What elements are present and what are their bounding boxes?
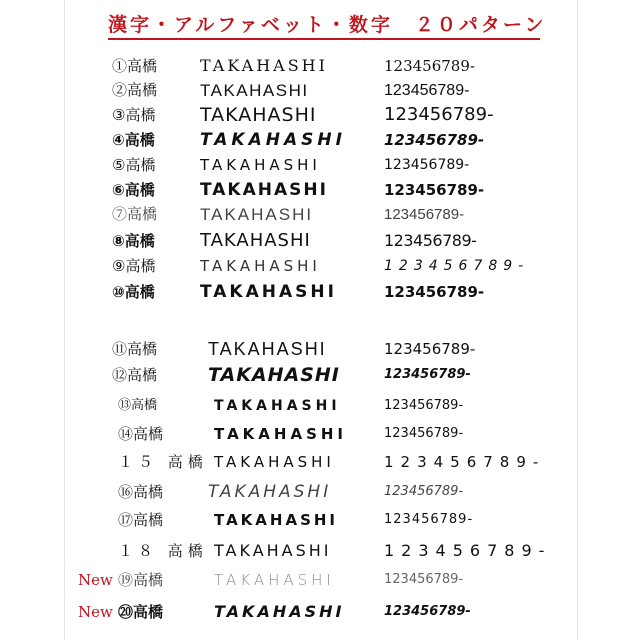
alphabet-sample: TAKAHASHI	[208, 482, 332, 502]
new-badge	[78, 449, 116, 475]
alphabet-sample: TAKAHASHI	[200, 230, 311, 251]
sample-row-2	[0, 78, 640, 104]
sample-row-4	[0, 127, 640, 153]
alphabet-sample: TAKAHASHI	[200, 282, 337, 302]
number-sample: 123456789-	[384, 572, 464, 587]
sample-row-20	[0, 599, 640, 625]
number-sample: 123456789-	[384, 340, 476, 358]
sample-row-9	[0, 253, 640, 279]
alphabet-sample: TAKAHASHI	[214, 571, 335, 589]
new-badge	[78, 253, 116, 279]
number-sample: 123456789-	[384, 512, 474, 527]
sample-row-15	[0, 449, 640, 475]
alphabet-sample: TAKAHASHI	[208, 339, 327, 359]
number-sample: 123456789-	[384, 541, 552, 560]
number-sample: 123456789-	[384, 57, 475, 75]
title-underline	[108, 38, 540, 40]
alphabet-sample: TAKAHASHI	[200, 156, 321, 174]
kanji-sample: ⑳高橋	[118, 603, 164, 621]
kanji-sample: ⑥高橋	[112, 181, 155, 199]
number-sample: 123456789-	[384, 484, 464, 499]
sample-row-16	[0, 479, 640, 505]
alphabet-sample: TAKAHASHI	[214, 511, 339, 529]
alphabet-sample: TAKAHASHI	[214, 398, 341, 414]
kanji-sample: ⑬高橋	[118, 398, 158, 413]
kanji-sample: ⑯高橋	[118, 483, 164, 501]
new-badge	[78, 53, 116, 79]
alphabet-sample: TAKAHASHI	[208, 364, 340, 386]
new-badge	[78, 228, 116, 254]
number-sample: 123456789-	[384, 181, 485, 199]
new-badge	[78, 279, 116, 305]
kanji-sample: ⑪高橋	[112, 340, 158, 358]
new-badge	[78, 202, 116, 228]
sample-row-12	[0, 362, 640, 388]
sample-row-6	[0, 177, 640, 203]
page-title: 漢字・アルファベット・数字 ２０パターン	[108, 14, 547, 36]
kanji-sample: ⑤高橋	[112, 156, 156, 174]
sample-row-8	[0, 228, 640, 254]
alphabet-sample: TAKAHASHI	[214, 602, 345, 621]
sample-row-19	[0, 567, 640, 593]
kanji-sample: ③高橋	[112, 106, 156, 124]
sample-row-18	[0, 538, 640, 564]
sample-row-3	[0, 102, 640, 128]
kanji-sample: ②高橋	[112, 82, 158, 99]
kanji-sample: ④高橋	[112, 131, 155, 149]
sample-row-10	[0, 279, 640, 305]
sample-row-5	[0, 152, 640, 178]
number-sample: 123456789-	[384, 131, 485, 149]
alphabet-sample: TAKAHASHI	[200, 180, 328, 200]
kanji-sample: １５ 高橋	[118, 453, 208, 471]
new-badge: New	[78, 571, 113, 589]
sample-row-13	[0, 393, 640, 419]
new-badge	[78, 421, 116, 447]
new-badge	[78, 362, 116, 388]
number-sample: 123456789-	[384, 604, 471, 619]
new-badge	[78, 127, 116, 153]
number-sample: 123456789-	[384, 258, 530, 274]
header	[108, 10, 547, 40]
number-sample: 123456789-	[384, 231, 477, 250]
number-sample: 123456789-	[384, 82, 470, 99]
kanji-sample: ⑰高橋	[118, 511, 164, 529]
alphabet-sample: TAKAHASHI	[200, 81, 309, 100]
number-sample: 123456789-	[384, 453, 546, 471]
kanji-sample: ⑧高橋	[112, 232, 155, 250]
kanji-sample: ⑭高橋	[118, 425, 164, 443]
sample-row-7	[0, 202, 640, 228]
kanji-sample: ⑩高橋	[112, 283, 155, 301]
kanji-sample: ①高橋	[112, 57, 158, 75]
number-sample: 123456789-	[384, 367, 471, 382]
alphabet-sample: TAKAHASHI	[200, 257, 321, 275]
alphabet-sample: TAKAHASHI	[214, 425, 348, 443]
alphabet-sample: TAKAHASHI	[200, 205, 314, 224]
kanji-sample: ⑦高橋	[112, 206, 158, 223]
number-sample: 123456789-	[384, 157, 470, 173]
alphabet-sample: TAKAHASHI	[200, 56, 328, 75]
kanji-sample: ⑫高橋	[112, 366, 158, 384]
sample-row-1	[0, 53, 640, 79]
number-sample: 123456789-	[384, 104, 494, 125]
new-badge	[78, 177, 116, 203]
number-sample: 123456789-	[384, 398, 464, 413]
kanji-sample: ⑲高橋	[118, 571, 164, 589]
sample-row-11	[0, 336, 640, 362]
sample-row-17	[0, 507, 640, 533]
new-badge	[78, 152, 116, 178]
new-badge: New	[78, 603, 113, 621]
new-badge	[78, 336, 116, 362]
number-sample: 123456789-	[384, 426, 464, 441]
alphabet-sample: TAKAHASHI	[200, 104, 317, 126]
new-badge	[78, 102, 116, 128]
kanji-sample: １８ 高橋	[118, 542, 208, 560]
new-badge	[78, 393, 116, 419]
sample-row-14	[0, 421, 640, 447]
alphabet-sample: TAKAHASHI	[214, 541, 332, 560]
new-badge	[78, 479, 116, 505]
kanji-sample: ⑨高橋	[112, 257, 156, 275]
new-badge	[78, 507, 116, 533]
number-sample: 123456789-	[384, 283, 485, 301]
number-sample: 123456789-	[384, 206, 465, 223]
alphabet-sample: TAKAHASHI	[214, 453, 335, 471]
new-badge	[78, 538, 116, 564]
new-badge	[78, 78, 116, 104]
alphabet-sample: TAKAHASHI	[200, 130, 346, 150]
